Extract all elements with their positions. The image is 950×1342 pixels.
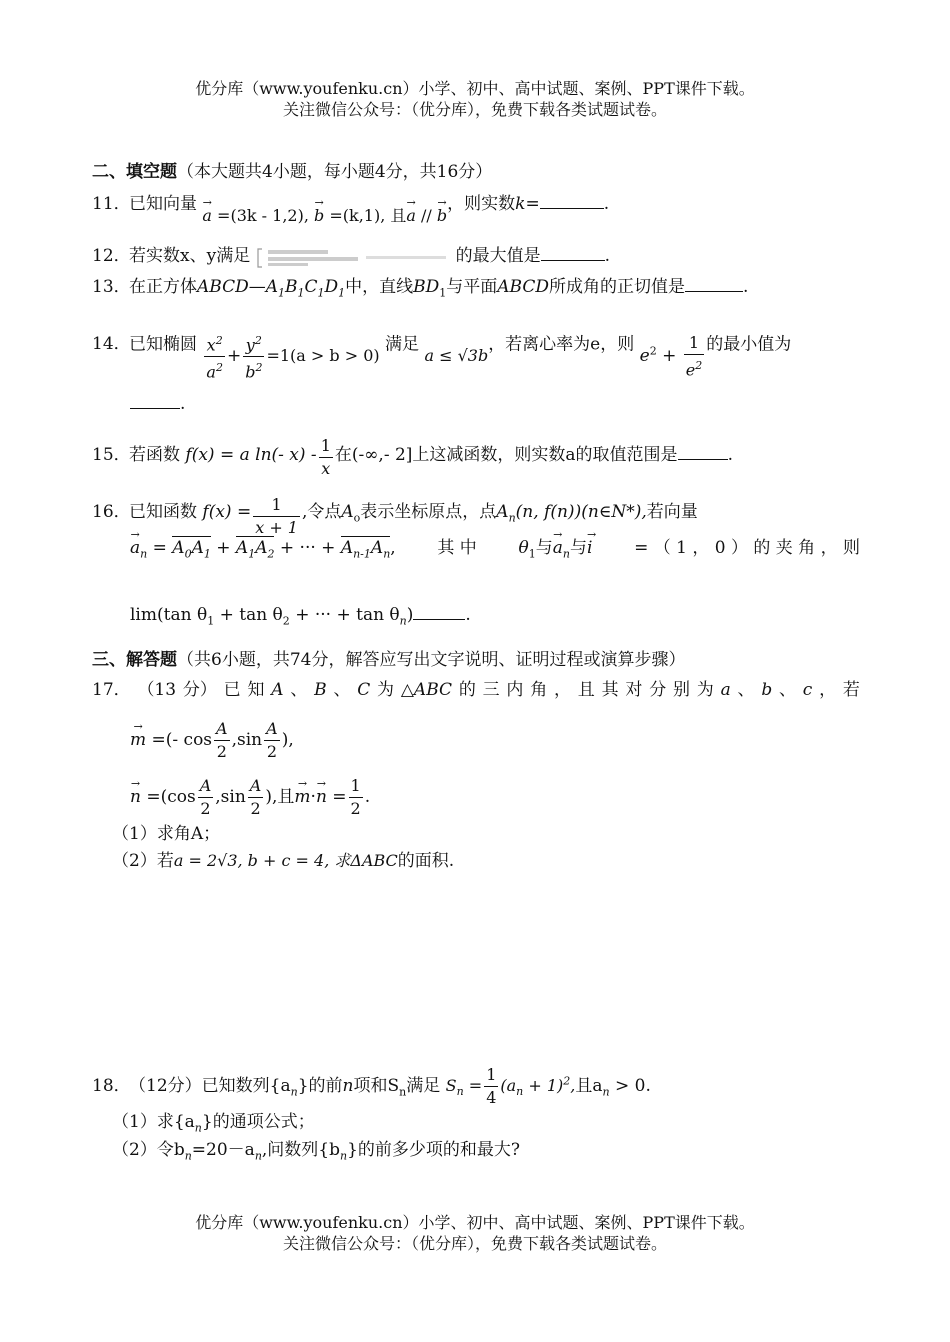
q11-math-parallel: // — [415, 206, 437, 225]
q18-p1: （1）求{a — [112, 1112, 195, 1132]
q17-p1-text: （1）求角A； — [112, 824, 221, 844]
q16-vector-sum: → $a_n = A_0A_1 + A_1A_2$ + ··· + $A_{n-1}A_n$, — [130, 536, 396, 566]
q17-w22: a — [720, 680, 731, 700]
q16-lim4: ) — [406, 605, 414, 625]
q16-line2-q: 其 中 — [437, 538, 477, 558]
q11-answer-blank[interactable] — [540, 192, 604, 209]
q17-w10: △ABC — [400, 680, 453, 700]
q17-w6: B — [314, 680, 327, 700]
q14-frac-y: $\frac{y^2}{b^2}$ — [243, 330, 264, 384]
q14-frac-x: $\frac{x^2}{a^2}$ — [204, 330, 225, 384]
q17-w17: 其 — [601, 680, 619, 700]
q18-mid3: 满足 — [406, 1076, 441, 1096]
page-footer — [0, 1212, 950, 1254]
q17-n-frac-1: $\frac{A}{2}$ — [199, 776, 212, 818]
section-3-title: 三、解答题 — [92, 650, 177, 670]
q17-part-1 — [112, 822, 220, 846]
q12-number: 12． — [92, 246, 131, 266]
q16-an-rest: (n, f(n))(n∈N*), — [515, 502, 647, 522]
q17-p2-math: a = 2√3, b + c = 4, 求ΔABC — [173, 851, 398, 870]
q14-number: 14． — [92, 334, 131, 355]
q16-mid: ,令点 — [301, 502, 342, 522]
header-line-2: 关注微信公众号：（优分库），免费下载各类试题试卷。 — [282, 100, 667, 119]
q17-w21: 为 — [696, 680, 714, 700]
q13-mid2: 与平面 — [446, 277, 498, 297]
q15-post: 上这减函数，则实数a的取值范围是 — [412, 445, 678, 465]
q17-w8: C — [357, 680, 371, 700]
q17-p2-pre: （2）若 — [112, 851, 174, 871]
q15-interval: 在(-∞,- 2] — [334, 445, 413, 465]
q17-w5: 、 — [290, 680, 308, 700]
q17-w16: 且 — [577, 680, 595, 700]
q17-vector-m: → m =(- cos $\frac{A}{2}$ ,sin $\frac{A}{2}$ ), — [130, 718, 294, 763]
q11-number: 11． — [92, 194, 131, 214]
q17-vector-n: → n =(cos $\frac{A}{2}$ ,sin $\frac{A}{2}$ ),且→ m·→ n = $\frac{1}{2}$ . — [130, 775, 370, 820]
q15-text: 若函数 — [129, 445, 180, 465]
q17-w11: 的 — [458, 680, 476, 700]
q18-number: 18． — [92, 1076, 131, 1096]
q17-part-2 — [112, 849, 454, 873]
q18-part-1: （1）求$\{a_n\}$的通项公式； — [112, 1112, 315, 1135]
q13-mid: 中，直线 — [345, 277, 414, 297]
question-13: 13．在正方体$ABCD—A_1B_1C_1D_1$中，直线$BD_1$与平面ABCD所成角的正切值是 . — [92, 277, 749, 300]
q15-fx: f(x) = a ln(- x) - — [185, 445, 317, 465]
q17-w3: 知 — [247, 680, 265, 700]
q17-w19: 分 — [649, 680, 667, 700]
q16-answer-blank[interactable] — [413, 603, 465, 620]
q16-line2-r: = （ 1 ， 0 ） 的 夹 角 ， 则 — [634, 538, 860, 558]
question-12: 12．若实数x、y满足 的最大值是 . — [92, 244, 860, 268]
question-14 — [92, 318, 860, 382]
q13-answer-blank[interactable] — [685, 275, 743, 292]
q17-and: 且 — [277, 787, 295, 807]
q16-mid2: 表示坐标原点，点 — [360, 502, 497, 522]
q18-p2d: }的前多少项的和最大? — [347, 1140, 521, 1160]
q13-number: 13． — [92, 277, 131, 297]
question-15: 15．若函数 f(x) = a ln(- x) - $\frac{1}{x}$ 在(-∞,- 2]上这减函数，则实数a的取值范围是 . — [92, 436, 733, 478]
q17-w13: 内 — [506, 680, 524, 700]
q17-n-text: =(cos — [146, 787, 196, 807]
q17-w15: ， — [554, 680, 571, 700]
q11-eq: = — [525, 194, 540, 214]
q17-w12: 三 — [482, 680, 500, 700]
q18-cond: 且a — [575, 1076, 603, 1096]
q17-w4: A — [271, 680, 284, 700]
q17-w1: 分） — [182, 680, 217, 700]
q17-w25: 、 — [779, 680, 796, 700]
q16-line-2 — [130, 536, 860, 566]
q17-w2: 已 — [223, 680, 241, 700]
q14-answer-line: . — [130, 392, 185, 416]
q13-plane: ABCD — [497, 277, 550, 297]
q14-post: 的最小值为 — [706, 334, 792, 355]
section-2-heading — [92, 160, 860, 184]
q16-fx: f(x) = — [202, 502, 252, 522]
section-2-title: 二、填空题 — [92, 162, 177, 182]
q15-answer-blank[interactable] — [678, 443, 728, 460]
q18-p2c: ,问数列{b — [261, 1140, 341, 1160]
q12-text: 若实数x、y满足 — [129, 246, 251, 266]
q15-number: 15． — [92, 445, 131, 465]
q14-mid: 满足 — [385, 334, 420, 355]
q14-cond: =1(a > b > 0) — [266, 346, 380, 366]
q11-math-a: =(3k - 1,2), — [217, 206, 315, 225]
q16-lim2: + tan θ — [214, 605, 283, 625]
q16-a0: A — [341, 502, 354, 522]
q17-n-frac-2: $\frac{A}{2}$ — [249, 776, 262, 818]
q17-w23: 、 — [737, 680, 755, 700]
q17-w14: 角 — [530, 680, 548, 700]
q13-cube: ABCD—A — [197, 277, 278, 297]
q14-ellipse-formula: $\frac{x^2}{a^2}$ + $\frac{y^2}{b^2}$ =1(a > b > 0) — [202, 346, 379, 366]
q18-sn: S — [387, 1076, 400, 1096]
q18-cond2: > 0. — [609, 1076, 651, 1096]
section-3-heading — [92, 648, 860, 672]
q11-math-b: =(k,1), 且 — [324, 206, 407, 225]
q12-answer-blank[interactable] — [541, 244, 605, 261]
q16-post: 若向量 — [646, 502, 698, 522]
q18-p2: （2）令b — [112, 1140, 185, 1160]
question-18: 18．（12分）已知数列$\{a_n\}$的前n项和$S_n$满足 $S_n$ = $\frac{1}{4}$ $(a_n + 1)^2$,且$a_n > 0$. — [92, 1065, 651, 1107]
footer-line-1: 优分库（www.youfenku.cn）小学、初中、高中试题、案例、PPT课件下载。 — [195, 1213, 755, 1232]
q16-theta: $\theta_1$与→ $a_n$与→ i — [518, 536, 592, 566]
q15-frac: $\frac{1}{x}$ — [320, 436, 331, 478]
q17-w26: c — [802, 680, 813, 700]
q18-n: n — [342, 1076, 354, 1096]
q12-post: 的最大值是 — [455, 246, 541, 266]
q17-p2-post: 的面积. — [397, 851, 455, 871]
q17-w0: （13 — [137, 680, 177, 700]
q16-lim: lim(tan θ — [130, 605, 208, 625]
q14-expression: $e^2$ + $\frac{1}{e^2}$ — [639, 333, 703, 380]
q18-p2b: =20－a — [191, 1140, 255, 1160]
q13-text: 在正方体 — [129, 277, 197, 297]
q16-text: 已知函数 — [129, 502, 197, 522]
q18-mid: }的前 — [297, 1076, 343, 1096]
q17-w20: 别 — [672, 680, 690, 700]
question-16: 16．已知函数 f(x) = $\frac{1}{x + 1}$ ,令点$A_o$表示坐标原点，点$A_n(n$, f(n))(n∈N*),若向量 — [92, 495, 698, 537]
q17-w9: 为 — [377, 680, 395, 700]
q17-w24: b — [761, 680, 773, 700]
q17-number: 17． — [92, 680, 131, 700]
q16-line-2-content — [130, 536, 860, 566]
q17-half: $\frac{1}{2}$ — [350, 776, 361, 818]
q18-quarter: $\frac{1}{4}$ — [486, 1065, 497, 1107]
q17-w27: ， — [819, 680, 837, 700]
q16-frac: $\frac{1}{x + 1}$ — [255, 495, 298, 537]
q16-lim3: + ··· + tan θ — [289, 605, 400, 625]
q14-text: 已知椭圆 — [129, 334, 197, 355]
q17-w28: 若 — [842, 680, 860, 700]
q17-m-frac-2: $\frac{A}{2}$ — [266, 719, 278, 761]
q13-post: 所成角的正切值是 — [549, 277, 686, 297]
q14-ineq: a ≤ √3b — [424, 346, 489, 366]
page-header — [0, 78, 950, 120]
q12-constraint-image — [256, 247, 456, 267]
q17-w7: 、 — [333, 680, 351, 700]
q18-mid2: 项和 — [353, 1076, 388, 1096]
q17-m-frac-1: $\frac{A}{2}$ — [216, 719, 228, 761]
q14-answer-blank[interactable] — [130, 392, 180, 409]
q14-mid2: ，若离心率为e，则 — [488, 334, 635, 355]
q18-part-2: （2）令$b_n=20-a_n$,问数列$\{b_n\}$的前多少项的和最大? — [112, 1140, 521, 1163]
q12-blurred-formula-icon — [256, 247, 456, 269]
section-2-note: （本大题共4小题，每小题4分，共16分） — [177, 162, 493, 182]
footer-line-2: 关注微信公众号：（优分库），免费下载各类试题试卷。 — [282, 1234, 667, 1253]
q11-text: 已知向量 — [129, 194, 197, 214]
question-17 — [92, 678, 860, 702]
q11-var: k — [515, 194, 526, 214]
q16-number: 16． — [92, 502, 131, 522]
q11-formula: → a =(3k - 1,2), → b =(k,1), 且→ a // → b — [202, 206, 447, 225]
q14-frac-e: $\frac{1}{e^2}$ — [685, 333, 703, 380]
q17-head — [92, 678, 860, 702]
q16-line-3: lim(tan $\theta_1 + \tan \theta_2$ + ··· + $\tan \theta_n$) . — [130, 605, 471, 628]
q11-post: ，则实数 — [447, 194, 516, 214]
question-11: 11．已知向量 → a =(3k - 1,2), → b =(k,1), 且→ a // → b，则实数k= . — [92, 192, 860, 216]
section-3-note: （共6小题，共74分，解答应写出文字说明、证明过程或演算步骤） — [177, 650, 686, 670]
q16-an: A — [496, 502, 509, 522]
header-line-1: 优分库（www.youfenku.cn）小学、初中、高中试题、案例、PPT课件下载。 — [195, 79, 755, 98]
q17-m-text: =(- cos — [151, 730, 213, 750]
q18-pre: （12分）已知数列{a — [129, 1076, 291, 1096]
q18-p1b: }的通项公式； — [201, 1112, 315, 1132]
q17-w18: 对 — [625, 680, 643, 700]
q13-line: BD — [413, 277, 440, 297]
